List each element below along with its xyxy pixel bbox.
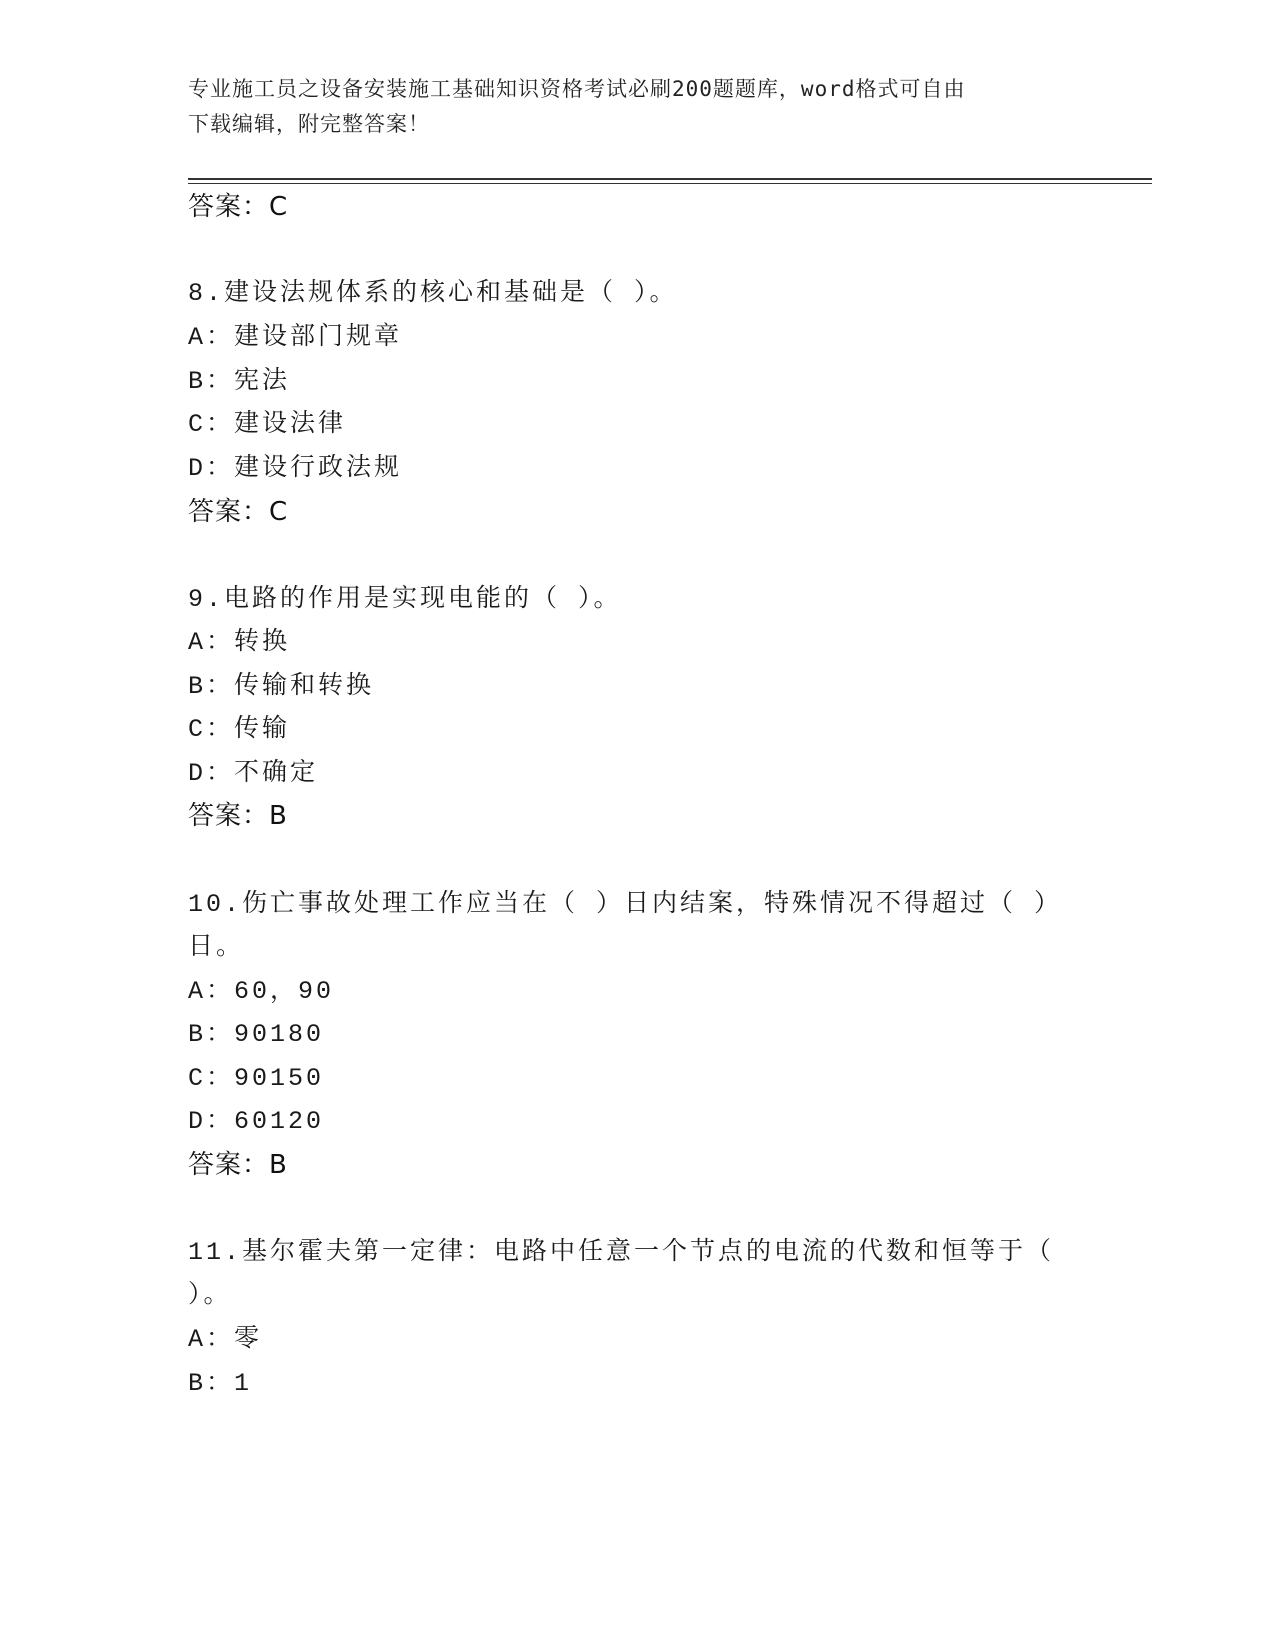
question-stem: 8.建设法规体系的核心和基础是（ ）。 bbox=[188, 279, 678, 308]
question-stem: 10.伤亡事故处理工作应当在（ ）日内结案，特殊情况不得超过（ ） bbox=[188, 890, 1063, 919]
header-divider-thin bbox=[188, 183, 1152, 184]
option-a: A：60，90 bbox=[188, 977, 335, 1006]
option-b: B：90180 bbox=[188, 1020, 325, 1049]
header-divider-thick bbox=[188, 178, 1152, 180]
option-a: A：零 bbox=[188, 1325, 263, 1354]
document-header bbox=[188, 72, 1088, 142]
option-d: D：60120 bbox=[188, 1107, 325, 1136]
option-b: B：宪法 bbox=[188, 367, 291, 396]
answer-line: 答案：B bbox=[188, 801, 288, 831]
option-c: C：建设法律 bbox=[188, 410, 347, 439]
header-line-1: 专业施工员之设备安装施工基础知识资格考试必刷200题题库，word格式可自由 bbox=[188, 77, 966, 101]
option-c: C：传输 bbox=[188, 715, 291, 744]
answer-line: 答案：C bbox=[188, 497, 289, 527]
option-d: D：不确定 bbox=[188, 759, 319, 788]
answer-line: 答案：C bbox=[188, 192, 289, 222]
option-d: D：建设行政法规 bbox=[188, 454, 403, 483]
question-stem-continued: ）。 bbox=[188, 1281, 232, 1310]
option-a: A：建设部门规章 bbox=[188, 323, 403, 352]
option-b: B：1 bbox=[188, 1369, 253, 1398]
option-c: C：90150 bbox=[188, 1064, 325, 1093]
question-stem: 9.电路的作用是实现电能的（ ）。 bbox=[188, 585, 622, 614]
header-line-2: 下载编辑，附完整答案！ bbox=[188, 112, 430, 136]
option-b: B：传输和转换 bbox=[188, 672, 375, 701]
answer-line: 答案：B bbox=[188, 1150, 288, 1180]
option-a: A：转换 bbox=[188, 628, 291, 657]
question-stem: 11.基尔霍夫第一定律：电路中任意一个节点的电流的代数和恒等于（ bbox=[188, 1238, 1055, 1267]
question-stem-continued: 日。 bbox=[188, 933, 245, 962]
